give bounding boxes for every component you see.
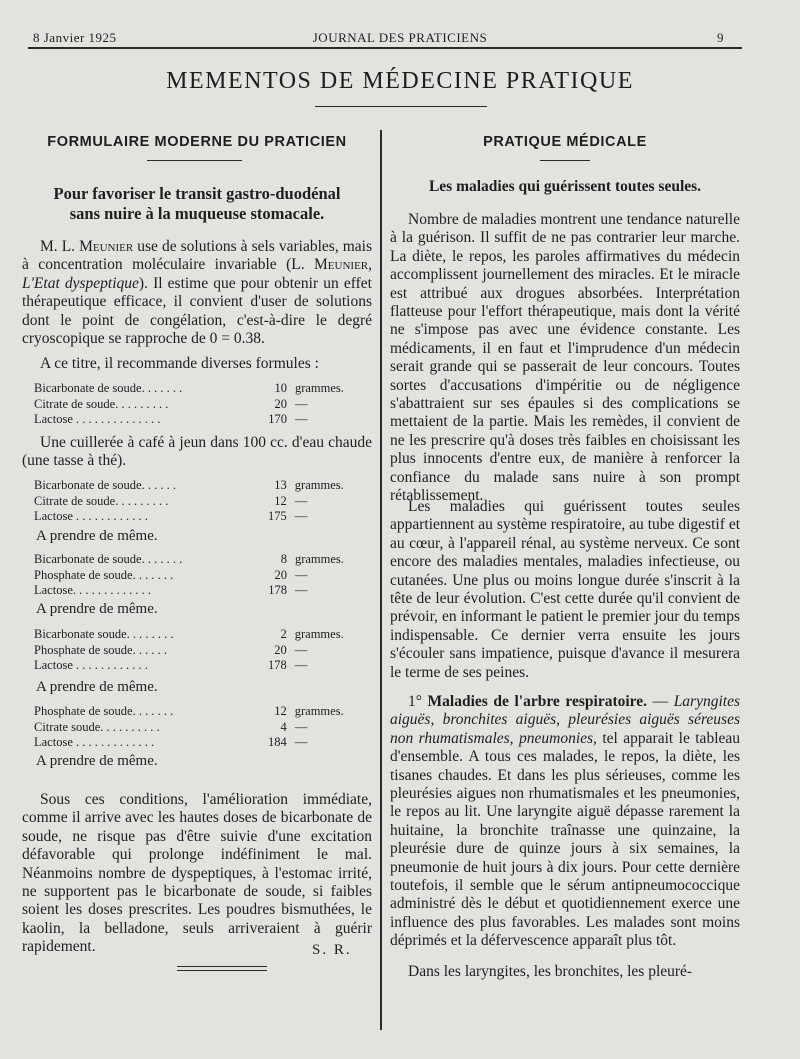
ingredient-name: Bicarbonate de soude. . . . . . xyxy=(34,478,176,492)
ingredient-quantity: 13 xyxy=(274,478,287,492)
formula-row xyxy=(34,509,372,525)
ingredient-name: Lactose . . . . . . . . . . . . xyxy=(34,658,148,672)
formula-row xyxy=(34,720,372,736)
ingredient-name: Citrate de soude. . . . . . . . . xyxy=(34,493,169,508)
author-name-2: Meunier xyxy=(314,256,369,274)
ingredient-name: Lactose . . . . . . . . . . . . . xyxy=(34,735,155,749)
ingredient-quantity: 8 xyxy=(280,552,287,566)
end-rule-bottom xyxy=(177,970,267,971)
ingredient-unit: — xyxy=(294,735,308,749)
ingredient-unit: — xyxy=(294,658,308,672)
formula-row xyxy=(34,568,372,584)
ingredient-name: Lactose. . . . . . . . . . . . . xyxy=(34,583,151,597)
ingredient-unit: — xyxy=(294,412,308,426)
ingredient-unit: — xyxy=(294,583,308,597)
ingredient-unit: — xyxy=(294,642,308,657)
ingredient-quantity: 175 xyxy=(268,509,287,523)
respiratory-section: 1° Maladies de l'arbre respiratoire. — Laryngites aiguës, bronchites aiguës, pleurésies aiguës séreuses non rhumatismales, pneumonies, tel apparait le tableau d'ensemble. A tous ces malades, le repos, la diète, les tisanes chaudes. Et dans les plus sérieuses, comme les pleurésies aigues non rhumatismales et les pneumonies, le repos au lit. Une laryngite aiguë dépasse rarement la huitaine, la bronchite traînasse une quinzaine, la pleurésie dure de quinze jours à six semaines, la pneumonie de huit jours à dix jours. Pour cette dernière toutefois, il semble que le sérum antipneumococcique administré dès le début et quotidiennement exerce une influence des plus favorables. Les malades sont moins déprimés et la défervescence apparaît plus tôt. xyxy=(390,693,741,950)
right-heading-underline xyxy=(540,160,590,161)
issue-date: 8 Janvier 1925 xyxy=(33,30,117,45)
ingredient-quantity: 12 xyxy=(274,493,287,508)
ingredient-unit: grammes. xyxy=(294,627,344,641)
formula-1 xyxy=(34,381,372,428)
page-title: MEMENTOS DE MÉDECINE PRATIQUE xyxy=(166,68,634,94)
intro-paragraph: M. L. Meunier use de solutions à sels variables, mais à concentration moléculaire invariable (L. Meunier, L'Etat dyspeptique). Il estime que pour obtenir un effet thérapeutique efficace, il convient d'user de solutions dont le point de congélation, c'est-à-dire le degré cryoscopique se rapproche de 0 = 0.38. xyxy=(22,238,373,348)
formula-row xyxy=(34,643,372,659)
ingredient-quantity: 12 xyxy=(274,704,287,718)
left-subtitle-line1: Pour favoriser le transit gastro-duodénal xyxy=(53,184,341,203)
ingredient-name: Phosphate de soude. . . . . . xyxy=(34,642,167,657)
ingredient-unit: grammes. xyxy=(294,552,344,566)
right-column-heading: PRATIQUE MÉDICALE xyxy=(483,134,647,150)
formula-row xyxy=(34,494,372,510)
ingredient-quantity: 184 xyxy=(268,735,287,749)
disease-list: Laryngites aiguës, bronchites aiguës, pleurésies aiguës séreuses non rhumatismales, pneumonies, xyxy=(390,693,740,747)
column-divider xyxy=(380,130,382,1030)
ingredient-unit: grammes. xyxy=(294,704,344,718)
ingredient-unit: grammes. xyxy=(294,478,344,492)
ingredient-quantity: 10 xyxy=(274,381,287,395)
conclusion-paragraph: Sous ces conditions, l'amélioration immédiate, comme il arrive avec les hautes doses de bicarbonate de soude, ne risque pas d'être suivie d'une excitation défavorable qui prolonge indéfiniment le mal. Néanmoins nombre de dyspeptiques, à l'estomac irrité, ne supportent pas le bicarbonate de soude, si faibles soient les doses prescrites. Les poudres bismuthées, le kaolin, la belladone, seuls arriveraient à guérir rapidement. xyxy=(22,791,372,956)
formula-row xyxy=(34,381,372,397)
systems-paragraph: Les maladies qui guérissent toutes seules appartiennent au système respiratoire, au tube digestif et au cœur, à l'appareil rénal, au système nerveux. Ce sont encore des maladies mentales, maladies infectieuse, ou cutanées. Une plus ou moins longue durée s'inscrit à la tête de leur évolution. C'est cette durée qu'il convient de prévoir, en informant le patient le premier jour du temps indispensable. Ce dernier verra ensuite les jours s'écouler sans impatience, puisque d'avance il mesurera le terme de ses peines. xyxy=(390,498,740,681)
same-dose-note-1: A prendre de même. xyxy=(36,528,158,544)
ingredient-name: Lactose . . . . . . . . . . . . xyxy=(34,509,148,523)
final-line: Dans les laryngites, les bronchites, les pleuré- xyxy=(408,963,693,980)
ingredient-unit: — xyxy=(294,509,308,523)
ingredient-name: Phosphate de soude. . . . . . . xyxy=(34,567,174,582)
header-rule xyxy=(28,47,742,49)
same-dose-note-2: A prendre de même. xyxy=(36,601,158,617)
formula-2 xyxy=(34,478,372,525)
left-heading-underline xyxy=(147,160,242,161)
title-underline xyxy=(315,106,487,107)
section-title: Maladies de l'arbre respiratoire. xyxy=(427,693,648,710)
formula-4 xyxy=(34,627,372,674)
ingredient-unit: — xyxy=(294,493,308,508)
same-dose-note-4: A prendre de même. xyxy=(36,753,158,769)
ingredient-name: Phosphate de soude. . . . . . . xyxy=(34,704,174,718)
ingredient-quantity: 170 xyxy=(268,412,287,426)
ingredient-quantity: 2 xyxy=(280,627,287,641)
ingredient-quantity: 20 xyxy=(274,642,287,657)
formula-5 xyxy=(34,704,372,751)
formula-row xyxy=(34,397,372,413)
journal-name: JOURNAL DES PRATICIENS xyxy=(312,30,488,45)
formula-row xyxy=(34,412,372,428)
ingredient-name: Lactose . . . . . . . . . . . . . . xyxy=(34,412,161,426)
ingredient-unit: — xyxy=(294,396,308,411)
same-dose-note-3: A prendre de même. xyxy=(36,679,158,695)
intro-paragraph-right: Nombre de maladies montrent une tendance naturelle à la guérison. Il suffit de ne pas contrarier leur marche. La diète, le repos, les paroles affirmatives du médecin accomplissent journellement des miracles. Et le miracle est attribué aux drogues absorbées. Interprétation flatteuse pour l'effort thérapeutique, mais dont la vérité ne s'impose pas avec une évidence constante. Les médicaments, il en faut et l'imprudence d'un médecin serait grande qui se passerait de leur concours. Toutes sortes d'accusations d'impéritie ou de négligence s'abattraient sur ses épaules si des complications se mettaient de la partie. Mais les remèdes, il convient de ne les prescrire qu'à doses très faibles en choisissant les plus innocents d'entre eux, de manière à renforcer la confiance du malade sans nuire à son prompt rétablissement. xyxy=(390,211,740,505)
ingredient-quantity: 4 xyxy=(280,719,287,734)
recommend-line: A ce titre, il recommande diverses formules : xyxy=(40,355,319,372)
formula-3 xyxy=(34,552,372,599)
formula-row xyxy=(34,735,372,751)
ingredient-quantity: 178 xyxy=(268,658,287,672)
dose-instructions: Une cuillerée à café à jeun dans 100 cc. d'eau chaude (une tasse à thé). xyxy=(22,434,372,470)
formula-row xyxy=(34,658,372,674)
ingredient-quantity: 20 xyxy=(274,396,287,411)
ingredient-quantity: 20 xyxy=(274,567,287,582)
ingredient-name: Bicarbonate soude. . . . . . . . xyxy=(34,627,174,641)
ingredient-name: Citrate soude. . . . . . . . . . xyxy=(34,719,160,734)
signature: S. R. xyxy=(312,942,352,958)
left-subtitle-line2: sans nuire à la muqueuse stomacale. xyxy=(69,204,325,223)
end-rule-top xyxy=(177,966,267,967)
author-name: Meunier xyxy=(79,238,134,255)
formula-row xyxy=(34,478,372,494)
formula-row xyxy=(34,704,372,720)
page-number: 9 xyxy=(717,30,724,45)
ingredient-name: Citrate de soude. . . . . . . . . xyxy=(34,396,169,411)
right-subtitle: Les maladies qui guérissent toutes seules. xyxy=(428,178,702,195)
left-column-heading: FORMULAIRE MODERNE DU PRATICIEN xyxy=(47,134,347,150)
formula-row xyxy=(34,627,372,643)
ingredient-unit: grammes. xyxy=(294,381,344,395)
formula-row xyxy=(34,552,372,568)
book-title: L'Etat dyspeptique xyxy=(22,274,139,292)
ingredient-quantity: 178 xyxy=(268,583,287,597)
formula-row xyxy=(34,583,372,599)
ingredient-name: Bicarbonate de soude. . . . . . . xyxy=(34,381,183,395)
ingredient-unit: — xyxy=(294,719,308,734)
ingredient-unit: — xyxy=(294,567,308,582)
ingredient-name: Bicarbonate de soude. . . . . . . xyxy=(34,552,183,566)
